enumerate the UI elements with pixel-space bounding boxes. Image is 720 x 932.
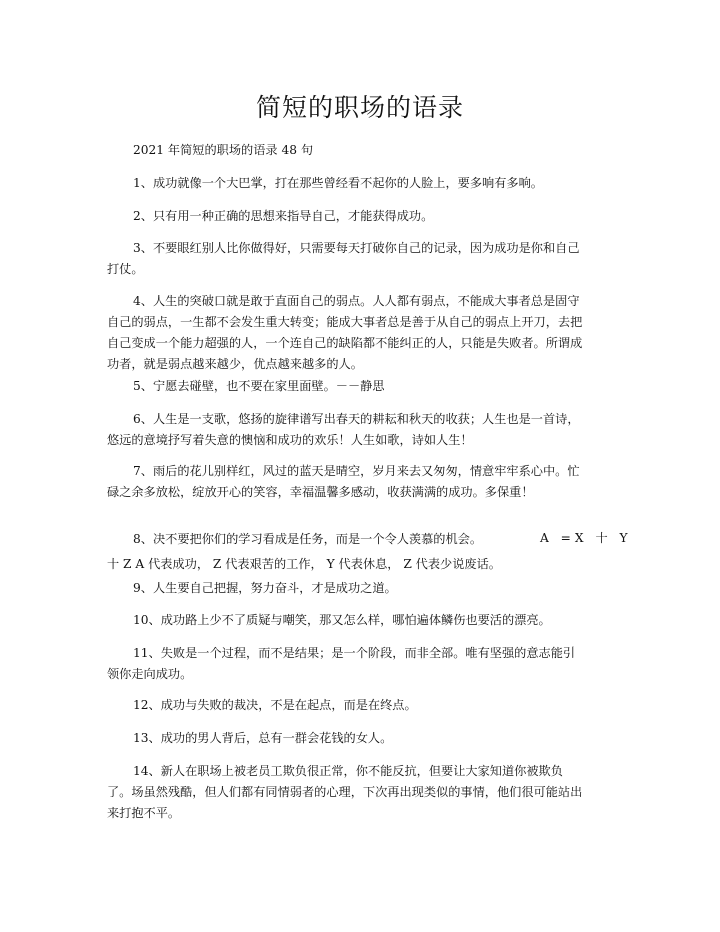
- paragraph-2: 2、只有用一种正确的思想来指导自己，才能获得成功。: [133, 209, 434, 223]
- document-title: 简短的职场的语录: [255, 93, 464, 122]
- paragraph-1: 1、成功就像一个大巴掌，打在那些曾经看不起你的人脸上，要多响有多响。: [133, 176, 543, 190]
- formula: A =X 十 Y: [540, 531, 632, 545]
- document-subtitle: 2021 年简短的职场的语录 48 句: [133, 143, 314, 157]
- paragraph-4: 4、人生的突破口就是敢于直面自己的弱点。人人都有弱点，不能成大事者总是固守自己的弱点，一生都不会发生重大转变；能成大事者总是善于从自己的弱点上开刀，去把自己变成一个能力超强的人，一个连自己的缺陷都不能纠正的人，只能是失败者。所谓成功者，就是弱点越来越少，优点越来越多的人。: [107, 294, 583, 371]
- paragraph-11: 11、失败是一个过程，而不是结果；是一个阶段，而非全部。唯有坚强的意志能引领你走向成功。: [107, 646, 576, 681]
- formula-continuation: 十 Z A 代表成功， Z 代表艰苦的工作， Y 代表休息， Z 代表少说废话。: [107, 557, 501, 571]
- paragraph-5: 5、宁愿去碰壁，也不要在家里面壁。－－静思: [133, 379, 385, 393]
- paragraph-3: 3、不要眼红别人比你做得好，只需要每天打破你自己的记录，因为成功是你和自己打仗。: [107, 241, 580, 276]
- paragraph-6: 6、人生是一支歌，悠扬的旋律谱写出春天的耕耘和秋天的收获；人生也是一首诗，悠远的意境抒写着失意的懊恼和成功的欢乐！人生如歌，诗如人生！: [107, 412, 580, 447]
- paragraph-13: 13、成功的男人背后，总有一群会花钱的女人。: [133, 731, 393, 745]
- paragraph-10: 10、成功路上少不了质疑与嘲笑，那又怎么样，哪怕遍体鳞伤也要活的漂亮。: [133, 613, 551, 627]
- paragraph-9: 9、人生要自己把握，努力奋斗，才是成功之道。: [133, 581, 397, 595]
- paragraph-8: 8、决不要把你们的学习看成是任务，而是一个令人羡慕的机会。: [133, 532, 483, 546]
- paragraph-12: 12、成功与失败的裁决，不是在起点，而是在终点。: [133, 698, 417, 712]
- paragraph-7: 7、雨后的花儿别样红，风过的蓝天是晴空，岁月来去又匆匆，情意牢牢系心中。忙碌之余多放松，绽放开心的笑容，幸福温馨多感动，收获满满的成功。多保重！: [107, 464, 580, 499]
- paragraph-14: 14、新人在职场上被老员工欺负很正常，你不能反抗，但要让大家知道你被欺负了。场虽然残酷，但人们都有同情弱者的心理，下次再出现类似的事情，他们很可能站出来打抱不平。: [107, 764, 583, 820]
